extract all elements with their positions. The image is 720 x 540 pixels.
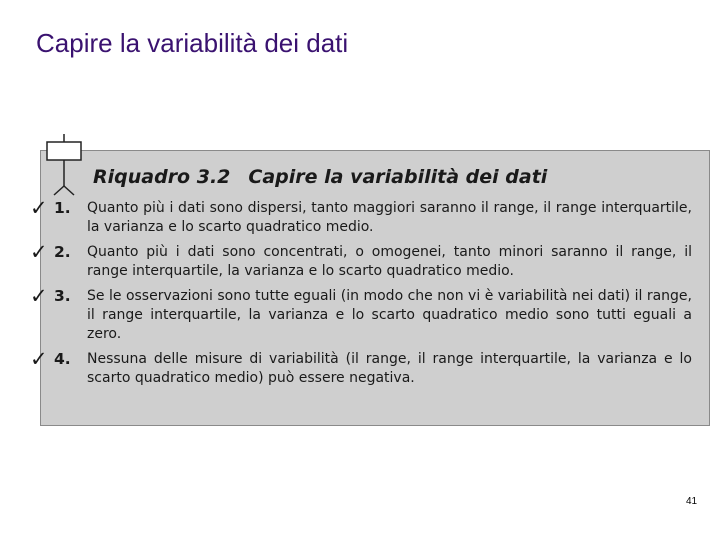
box-heading — [93, 166, 547, 188]
item-number: 1. — [54, 199, 71, 217]
item-number: 4. — [54, 350, 71, 368]
music-stand-icon — [46, 134, 82, 196]
item-text: Quanto più i dati sono dispersi, tanto maggiori saranno il range, il range interquartile, la varianza e lo scarto quadratico medio. — [87, 200, 692, 235]
item-number: 3. — [54, 287, 71, 305]
item-list — [30, 197, 692, 392]
slide-title: Capire la variabilità dei dati — [36, 28, 349, 58]
list-item — [30, 197, 692, 237]
item-number: 2. — [54, 243, 71, 261]
list-item — [30, 348, 692, 388]
page-number: 41 — [686, 496, 698, 507]
check-icon: ✓ — [30, 284, 48, 308]
list-item — [30, 241, 692, 281]
check-icon: ✓ — [30, 196, 48, 220]
item-text: Quanto più i dati sono concentrati, o omogenei, tanto minori saranno il range, il range interquartile, la varianza e lo scarto quadratico medio. — [87, 244, 692, 279]
check-icon: ✓ — [30, 347, 48, 371]
box-heading-title: Capire la variabilità dei dati — [248, 166, 548, 188]
list-item — [30, 285, 692, 344]
check-icon: ✓ — [30, 240, 48, 264]
item-text: Se le osservazioni sono tutte eguali (in modo che non vi è variabilità nei dati) il range, il range interquartile, la varianza e lo scarto quadratico medio sono tutti eguali a zero. — [87, 288, 692, 342]
item-text: Nessuna delle misure di variabilità (il range, il range interquartile, la varianza e lo scarto quadratico medio) può essere negativa. — [87, 351, 692, 386]
box-heading-number: Riquadro 3.2 — [93, 166, 231, 188]
